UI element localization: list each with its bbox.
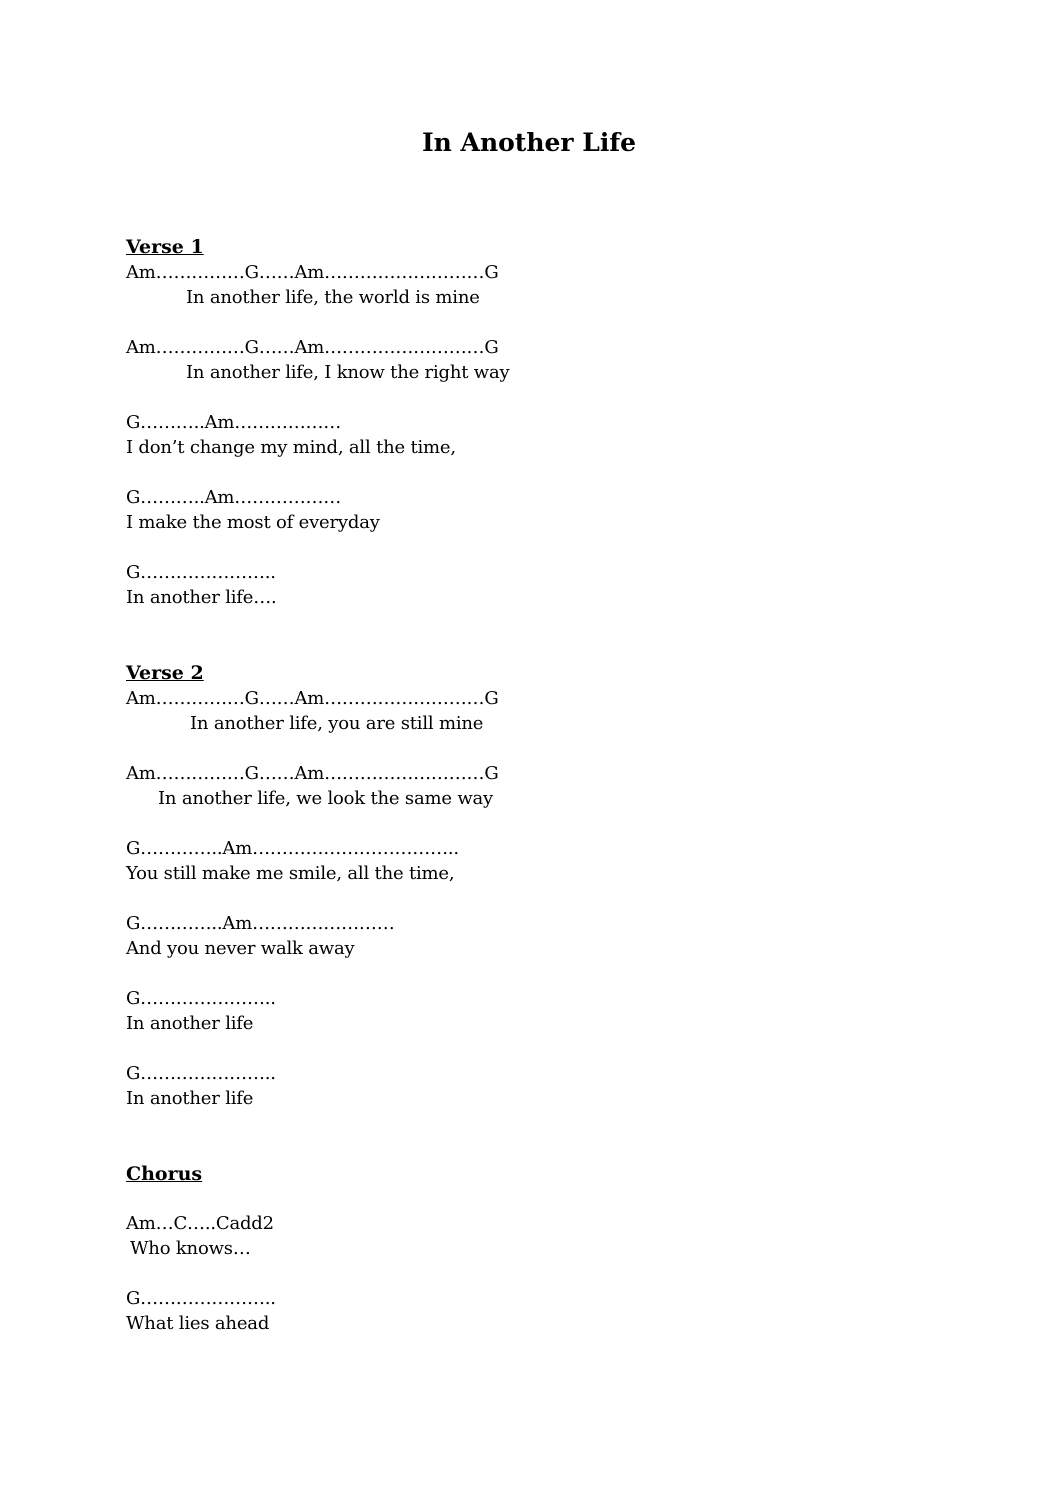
song-title: In Another Life xyxy=(421,128,637,157)
lyric-line: Who knows… xyxy=(130,1238,251,1259)
chord-line: G………..Am……………… xyxy=(126,412,342,433)
lyric-line: In another life, the world is mine xyxy=(186,287,480,308)
section-heading-chorus: Chorus xyxy=(126,1163,203,1185)
chord-line: G…………..Am…………………………….. xyxy=(126,838,459,859)
lyric-line: In another life, you are still mine xyxy=(190,713,484,734)
chord-line: Am……………G……Am………………………G xyxy=(126,337,499,358)
chord-line: G………………….. xyxy=(126,988,276,1009)
lyric-line: In another life…. xyxy=(126,587,277,608)
lyric-line: I don’t change my mind, all the time, xyxy=(126,437,456,458)
lyric-line: In another life xyxy=(126,1013,254,1034)
chord-line: G………………….. xyxy=(126,1288,276,1309)
chord-line: G…………..Am…………………… xyxy=(126,913,395,934)
chord-line: G………………….. xyxy=(126,562,276,583)
section-heading-verse-1: Verse 1 xyxy=(126,236,204,258)
chord-line: Am…C…..Cadd2 xyxy=(126,1213,274,1234)
lyric-line: In another life, we look the same way xyxy=(158,788,494,809)
chord-line: Am……………G……Am………………………G xyxy=(126,688,499,709)
chord-line: Am……………G……Am………………………G xyxy=(126,763,499,784)
section-heading-verse-2: Verse 2 xyxy=(126,662,204,684)
lyric-line: What lies ahead xyxy=(126,1313,270,1334)
lyric-line: I make the most of everyday xyxy=(126,512,380,533)
lyric-line: In another life xyxy=(126,1088,254,1109)
lyric-line: You still make me smile, all the time, xyxy=(126,863,455,884)
chord-line: G………..Am……………… xyxy=(126,487,342,508)
chord-line: Am……………G……Am………………………G xyxy=(126,262,499,283)
lyric-line: And you never walk away xyxy=(126,938,355,959)
lyric-line: In another life, I know the right way xyxy=(186,362,510,383)
chord-line: G………………….. xyxy=(126,1063,276,1084)
